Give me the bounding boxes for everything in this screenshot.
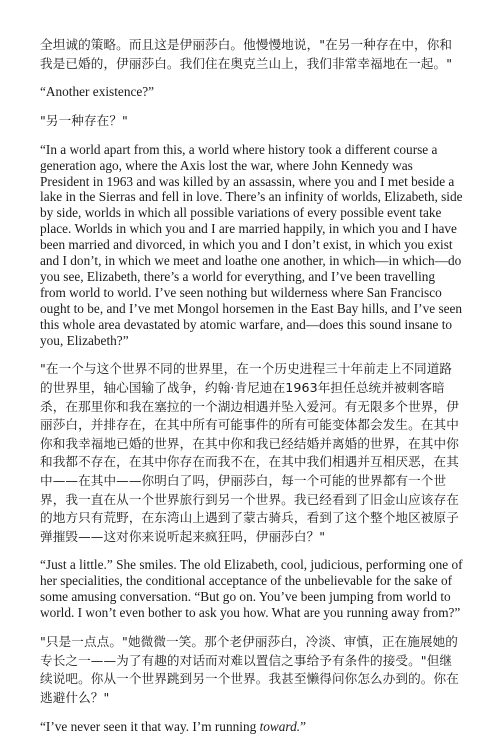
paragraph-english-8-tail: ” <box>300 719 306 735</box>
paragraph-english-6: “Just a little.” She smiles. The old Elizabeth, cool, judicious, performing one of her specialities, the conditional acceptance of the unbelievable for the sake of some amusing conversation. “But go on. You’ve been jumping from world to world. I won’t even bother to ask you how. What are you running away from?” <box>40 557 463 621</box>
paragraph-english-8 <box>40 719 464 735</box>
paragraph-chinese-3: "另一种存在？" <box>40 113 128 129</box>
paragraph-english-2: “Another existence?” <box>40 84 155 100</box>
paragraph-english-4: “In a world apart from this, a world where history took a different course a generation ago, where the Axis lost the war, where John Kennedy was President in 1963 and was killed by an assassin, where you and I met beside a lake in the Sierras and fell in love. There’s an infinity of worlds, Elizabeth, side by side, worlds in which all possible variations of every possible event take place. Worlds in which you and I are married happily, in which you and I have been married and divorced, in which you and I don’t exist, in which you exist and I don’t, in which we meet and loathe one another, in which—in which—do you see, Elizabeth, there’s a world for everything, and I’ve been travelling from world to world. I’ve seen nothing but wilderness where San Francisco ought to be, and I’ve met Mongol horsemen in the East Bay hills, and I’ve seen this whole area devastated by atomic warfare, and—does this sound insane to you, Elizabeth?” <box>40 141 463 348</box>
emphasis-toward: toward. <box>259 719 301 735</box>
document-page <box>40 36 464 735</box>
paragraph-chinese-7: "只是一点点。"她微微一笑。那个老伊丽莎白，冷淡、审慎，正在施展她的专长之一——为了有趣的对话而对难以置信之事给予有条件的接受。"但继续说吧。你从一个世界跳到另一个世界。我甚至懒得问你怎么办到的。你在逃避什么？" <box>40 634 459 705</box>
paragraph-chinese-5: "在一个与这个世界不同的世界里，在一个历史进程三十年前走上不同道路的世界里，轴心国输了战争，约翰·肯尼迪在1963年担任总统并被刺客暗杀，在那里你和我在塞拉的一个湖边相遇并坠入爱河。有无限多个世界，伊丽莎白，并排存在，在其中所有可能事件的所有可能变体都会发生。在其中你和我幸福地已婚的世界，在其中你和我已经结婚并离婚的世界，在其中你和我都不存在，在其中你存在而我不在，在其中我们相遇并互相厌恶，在其中——在其中——你明白了吗，伊丽莎白，每一个可能的世界都有一个世界，我一直在从一个世界旅行到另一个世界。我已经看到了旧金山应该存在的地方只有荒野，在东湾山上遇到了蒙古骑兵，看到了这个整个地区被原子弹摧毁——这对你来说听起来疯狂吗，伊丽莎白？" <box>40 361 459 544</box>
paragraph-english-8-lead: “I’ve never seen it that way. I’m running <box>40 719 260 735</box>
paragraph-chinese-1: 全坦诚的策略。而且这是伊丽莎白。他慢慢地说，"在另一种存在中，你和我是已婚的，伊丽莎白。我们住在奥克兰山上，我们非常幸福地在一起。" <box>40 37 453 71</box>
